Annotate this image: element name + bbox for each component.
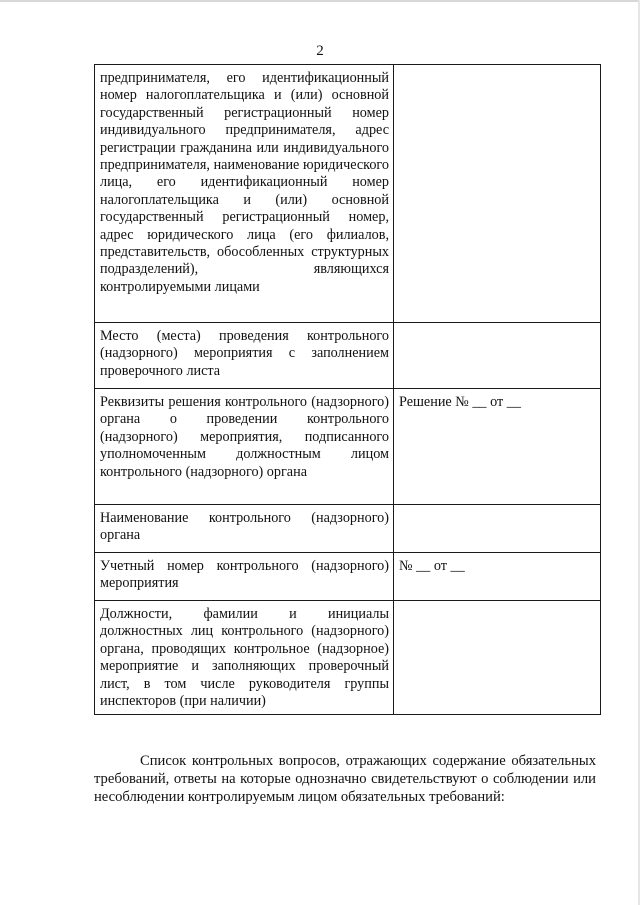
table-row-decision-details [95, 389, 601, 505]
row-value [394, 505, 601, 553]
row-label: Реквизиты решения контрольного (надзорного) органа о проведении контрольного (надзорного) мероприятия, подписанного уполномоченным должностным лицом контрольного (надзорного) органа [95, 389, 394, 505]
row-value [394, 65, 601, 323]
table-row-registration-number [95, 553, 601, 601]
row-label: Должности, фамилии и инициалы должностных лиц контрольного (надзорного) органа, проводящих контрольное (надзорное) мероприятие и заполняющих проверочный лист, в том числе руководителя группы инспекторов (при наличии) [95, 601, 394, 715]
checklist-intro-paragraph: Список контрольных вопросов, отражающих содержание обязательных требований, ответы на которые однозначно свидетельствуют о соблюдении или несоблюдении контролируемым лицом обязательных требований: [94, 752, 596, 805]
table-row-location [95, 323, 601, 389]
row-label: предпринимателя, его идентификационный номер налогоплательщика и (или) основной государственный регистрационный номер индивидуального предпринимателя, адрес регистрации гражданина или индивидуального предпринимателя, наименование юридического лица, его идентификационный номер налогоплательщика и (или) основной государственный регистрационный номер, адрес юридического лица (его филиалов, представительств, обособленных структурных подразделений), являющихся контролируемыми лицами [95, 65, 394, 323]
page-number: 2 [316, 43, 324, 59]
row-value: № __ от __ [394, 553, 601, 601]
table-row-authority-name [95, 505, 601, 553]
checklist-details-table [94, 64, 601, 715]
row-value [394, 323, 601, 389]
row-label: Наименование контрольного (надзорного) органа [95, 505, 394, 553]
row-value [394, 601, 601, 715]
row-value: Решение № __ от __ [394, 389, 601, 505]
table-row-controlled-person [95, 65, 601, 323]
table-row-officials [95, 601, 601, 715]
scan-top-edge [0, 0, 640, 2]
row-label: Место (места) проведения контрольного (надзорного) мероприятия с заполнением проверочного листа [95, 323, 394, 389]
row-label: Учетный номер контрольного (надзорного) мероприятия [95, 553, 394, 601]
